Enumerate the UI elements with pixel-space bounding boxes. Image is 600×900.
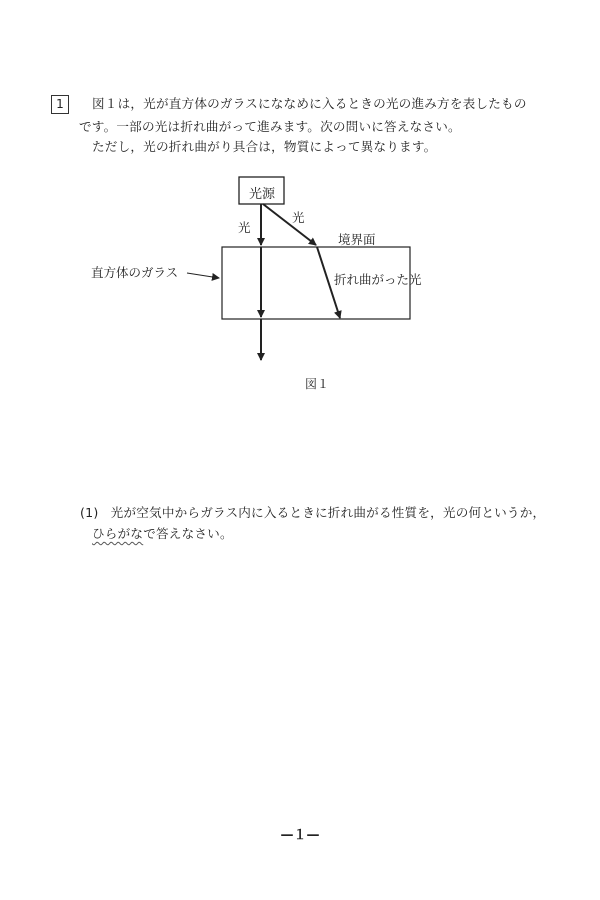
question-number: 1: [51, 95, 69, 114]
sub-question-line-1: [80, 504, 545, 522]
glass-pointer-arrow: [187, 273, 219, 278]
bent-light-label: 折れ曲がった光: [334, 272, 422, 287]
incident-oblique-ray: [263, 204, 316, 245]
sub-question-tail: で答えなさい。: [143, 526, 233, 541]
sub-question-text: 光が空気中からガラス内に入るときに折れ曲がる性質を，光の何というか，: [110, 505, 546, 520]
intro-line-1: 図１は，光が直方体のガラスにななめに入るときの光の進み方を表したもの: [92, 96, 527, 111]
intro-line-2: です。一部の光は折れ曲がって進みます。次の問いに答えなさい。: [79, 119, 461, 134]
glass-label: 直方体のガラス: [91, 265, 179, 280]
sub-question-number: (1): [80, 505, 99, 520]
boundary-label: 境界面: [338, 232, 376, 247]
sub-question-line-2: [92, 525, 233, 543]
light-source-label: 光源: [249, 187, 276, 202]
page-number: —１—: [280, 828, 320, 843]
light-label-right: 光: [292, 210, 305, 225]
light-label-left: 光: [238, 220, 251, 235]
hiragana-emphasis: ひらがな: [92, 526, 144, 541]
intro-line-3: ただし，光の折れ曲がり具合は，物質によって異なります。: [92, 139, 437, 154]
figure-caption: 図１: [305, 377, 330, 391]
